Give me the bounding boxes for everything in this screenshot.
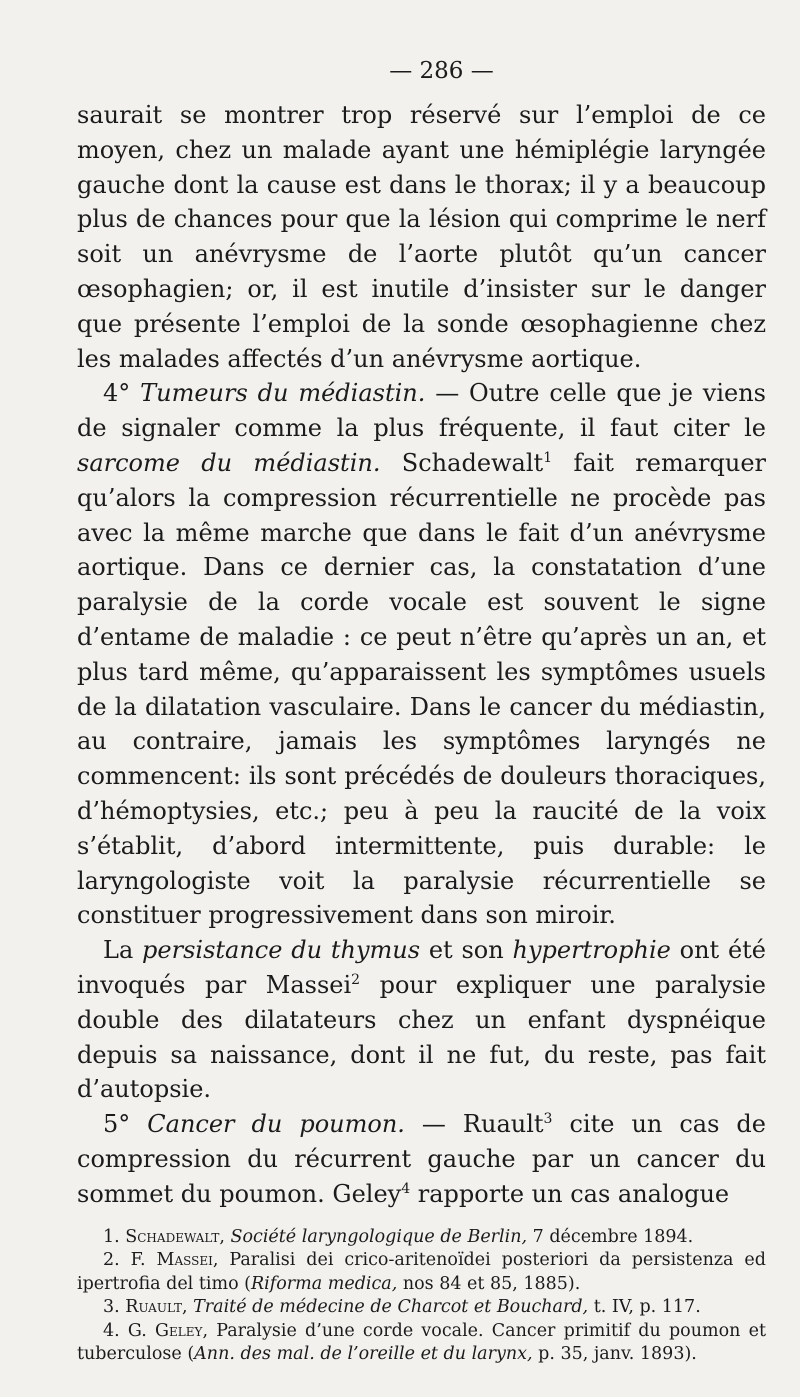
text-run: 4. G. bbox=[103, 1320, 156, 1341]
footnote-ref: 4 bbox=[401, 1180, 411, 1197]
italic-text: persistance du thymus bbox=[142, 936, 421, 965]
author-name: Schadewalt bbox=[125, 1226, 220, 1247]
page-number: — 286 — bbox=[389, 58, 494, 84]
footnote-ref: 2 bbox=[351, 971, 361, 988]
author-name: Geley bbox=[155, 1320, 203, 1341]
paragraph bbox=[77, 933, 766, 1107]
text-run: ont été invoqués par Massei bbox=[77, 936, 767, 999]
body-text bbox=[77, 98, 766, 1212]
italic-text: Tumeurs du médiastin. bbox=[140, 379, 426, 408]
italic-text: Riforma medica, bbox=[251, 1273, 398, 1294]
text-run: , bbox=[219, 1226, 231, 1247]
italic-text: Cancer du poumon. bbox=[147, 1110, 405, 1139]
footnote bbox=[77, 1296, 766, 1320]
text-run: saurait se montrer trop réservé sur l’emploi de ce moyen, chez un malade ayant une hémiplégie laryngée gauche dont la cause est dans le thorax; il y a beaucoup plus de chances pour que la lésion qui comprime le nerf soit un anévrysme de l’aorte plutôt qu’un cancer œsophagien; or, il est inutile d’insister sur le danger que présente l’emploi de la sonde œsophagienne chez les malades affectés d’un anévrysme aortique. bbox=[77, 101, 766, 373]
text-run: 2. F. bbox=[103, 1250, 157, 1271]
text-run: Schadewalt bbox=[380, 448, 544, 477]
text-run: p. 35, janv. 1893). bbox=[532, 1344, 697, 1365]
text-run: fait remarquer qu’alors la compression récurrentielle ne procède pas avec la même marche que dans le fait d’un anévrysme aortique. Dans ce dernier cas, la constatation d’une paralysie de la corde vocale est souvent le signe d’entame de maladie : ce peut n’être qu’après un an, et plus tard même, qu’apparaissent les symptômes usuels de la dilatation vasculaire. Dans le cancer du médiastin, au contraire, jamais les symptômes laryngés ne commencent: ils sont précédés de douleurs thoraciques, d’hémoptysies, etc.; peu à peu la raucité de la voix s’établit, d’abord intermittente, puis durable: le laryngologiste voit la paralysie récurrentielle se constituer progressivement dans son miroir. bbox=[77, 448, 766, 930]
text-run: t. IV, p. 117. bbox=[588, 1297, 701, 1318]
author-name: Massei bbox=[156, 1250, 213, 1271]
text-run: pour expliquer une paralysie double des dilatateurs chez un enfant dyspnéique depuis sa naissance, dont il ne fut, du reste, pas fait d’autopsie. bbox=[77, 970, 766, 1104]
italic-text: sarcome du médiastin. bbox=[77, 448, 381, 477]
text-run: 3. bbox=[103, 1297, 126, 1318]
text-run: rapporte un cas analogue bbox=[410, 1179, 730, 1208]
footnote-ref: 3 bbox=[543, 1111, 553, 1128]
italic-text: Traité de médecine de Charcot et Bouchard, bbox=[193, 1297, 589, 1318]
text-run: 7 décembre 1894. bbox=[527, 1226, 694, 1247]
text-run: La bbox=[103, 936, 143, 965]
author-name: Ruault bbox=[125, 1297, 182, 1318]
text-run: et son bbox=[420, 936, 513, 965]
footnote bbox=[77, 1226, 766, 1250]
italic-text: Ann. des mal. de l’oreille et du larynx, bbox=[194, 1344, 533, 1365]
footnote bbox=[77, 1249, 766, 1296]
text-run: , Paralisi dei crico-aritenoïdei posteriori da persistenza ed ipertrofia del timo ( bbox=[77, 1250, 766, 1294]
paragraph bbox=[77, 376, 766, 933]
footnotes bbox=[77, 1226, 766, 1368]
text-run: — Ruault bbox=[404, 1110, 544, 1139]
text-run: — Outre celle que je viens de signaler comme la plus fréquente, il faut citer le bbox=[77, 379, 766, 443]
footnote bbox=[77, 1320, 766, 1367]
text-run: , bbox=[181, 1297, 194, 1318]
text-run: 4° bbox=[103, 379, 141, 408]
italic-text: Société laryngologique de Berlin, bbox=[230, 1226, 528, 1247]
paragraph bbox=[77, 98, 766, 376]
text-run: cite un cas de compression du récurrent gauche par un cancer du sommet du poumon. Geley bbox=[77, 1110, 766, 1208]
text-run: 5° bbox=[103, 1110, 148, 1139]
italic-text: hypertrophie bbox=[512, 936, 671, 965]
text-run: nos 84 et 85, 1885). bbox=[397, 1273, 581, 1294]
text-run: , Paralysie d’une corde vocale. Cancer primitif du poumon et tuberculose ( bbox=[77, 1320, 766, 1365]
footnote-ref: 1 bbox=[543, 449, 553, 466]
text-run: 1. bbox=[103, 1226, 126, 1247]
paragraph bbox=[77, 1107, 766, 1211]
